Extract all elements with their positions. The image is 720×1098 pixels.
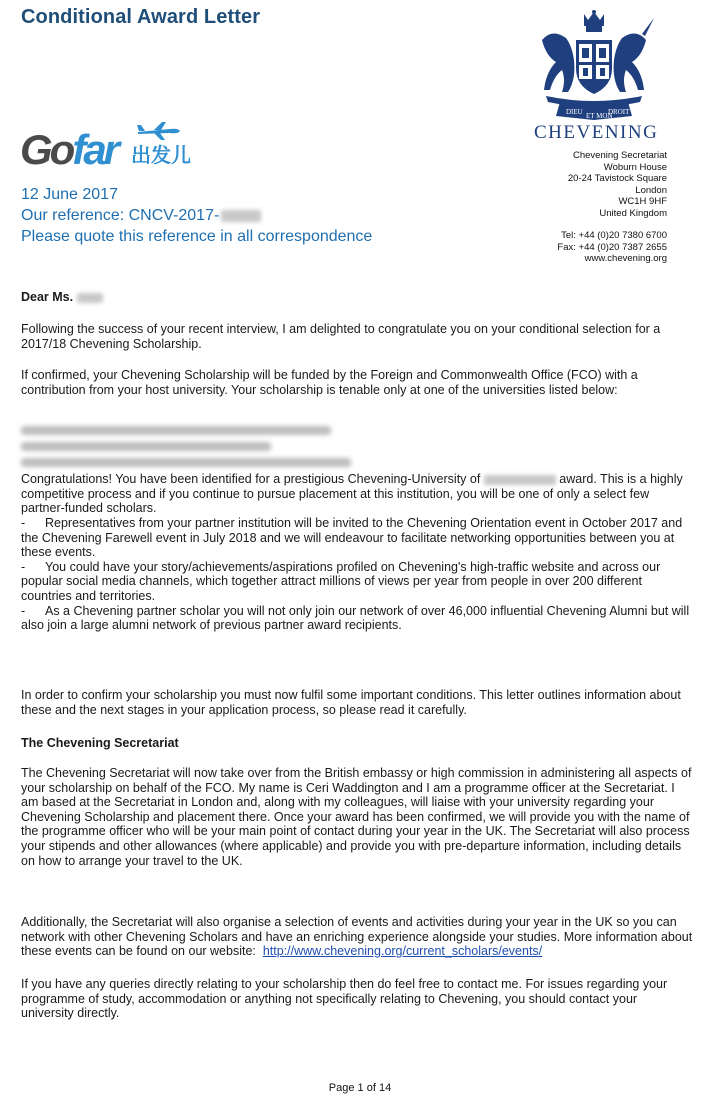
list-item — [21, 516, 693, 560]
airplane-icon — [136, 120, 182, 142]
congrats-text-start: Congratulations! You have been identified for a prestigious Chevening-University of — [21, 472, 481, 486]
bullet-text: Representatives from your partner institution will be invited to the Chevening Orientation event in October 2017 and the Chevening Farewell event in July 2018 and we will endeavour to facilitate networking opportunities between you at these events. — [21, 516, 683, 560]
logo-go: Go — [20, 126, 73, 173]
letter-title: Conditional Award Letter — [21, 6, 261, 28]
paragraph-text: Following the success of your recent interview, I am delighted to congratulate you on your conditional selection for a 2017/18 Chevening Scholarship. — [21, 322, 661, 351]
events-link[interactable]: http://www.chevening.org/current_scholars/events/ — [262, 944, 543, 959]
paragraph-text: Additionally, the Secretariat will also organise a selection of events and activities during your year in the UK so you can network with other Chevening Scholars and have an enriching experience alongside your studies. More information about these events can be found on our website: — [21, 915, 693, 959]
secretariat-address — [568, 150, 667, 219]
redacted-reference — [221, 210, 261, 222]
paragraph-text: The Chevening Secretariat will now take over from the British embassy or high commission in administering all aspects of your scholarship on behalf of the FCO. My name is Ceri Waddington and I am a programme officer at the Secretariat. I am based at the Secretariat in London and, along with my colleagues, will liaise with your university regarding your Chevening Scholarship and placement there. Once your award has been confirmed, we will provide you with the name of the programme officer who will be your main point of contact during your year in the UK. The Secretariat will also process your stipends and other allowances (where applicable) and provide you with pre-departure information, including details on how to arrange your travel to the UK. — [21, 766, 692, 868]
paragraph-intro — [21, 322, 693, 351]
benefits-list — [21, 516, 693, 633]
paragraph-text: In order to confirm your scholarship you must now fulfil some important conditions. This letter outlines information about these and the next stages in your application process, so please read it carefully. — [21, 688, 681, 717]
secretariat-contact — [557, 230, 667, 265]
reference-block — [21, 184, 372, 247]
list-item — [21, 604, 693, 633]
chevening-brand: CHEVENING — [534, 122, 659, 143]
redacted-university — [484, 475, 556, 485]
contact-tel: Tel: +44 (0)20 7380 6700 — [561, 230, 667, 241]
section-heading: The Chevening Secretariat — [21, 736, 179, 750]
redacted-university-list — [21, 424, 361, 470]
address-line: WC1H 9HF — [618, 196, 667, 207]
paragraph-confirm — [21, 688, 693, 717]
quote-note: Please quote this reference in all correspondence — [21, 228, 373, 245]
letter-date: 12 June 2017 — [21, 186, 118, 203]
reference-line — [21, 205, 372, 226]
address-line: 20-24 Tavistock Square — [567, 173, 667, 184]
paragraph-events — [21, 915, 693, 959]
logo-chinese: 出发儿 — [131, 145, 191, 167]
paragraph-congratulations — [21, 472, 693, 516]
paragraph-text: If you have any queries directly relating to your scholarship then do feel free to contact me. For issues regarding your programme of study, accommodation or anything not specifically relating to Chevening, you should contact your university directly. — [21, 977, 668, 1021]
paragraph-secretariat — [21, 766, 693, 868]
paragraph-text: If confirmed, your Chevening Scholarship will be funded by the Foreign and Commonwealth Office (FCO) with a contribution from your host university. Your scholarship is tenable only at one of the universities listed below: — [21, 368, 638, 397]
crest-motto-right: DROIT — [608, 108, 630, 116]
reference-label: Our reference: CNCV-2017- — [21, 207, 220, 224]
bullet-dash: - — [21, 603, 26, 618]
salutation-text: Dear Ms. — [21, 290, 74, 304]
redacted-name — [77, 293, 103, 303]
bullet-dash: - — [21, 559, 26, 574]
page-number: Page 1 of 14 — [328, 1082, 392, 1094]
contact-fax: Fax: +44 (0)20 7387 2655 — [557, 241, 667, 253]
contact-web: www.chevening.org — [584, 253, 667, 264]
paragraph-funding — [21, 368, 693, 397]
bullet-dash: - — [21, 516, 26, 530]
logo-far: far — [72, 126, 118, 173]
crest-motto-ribbon: ET MON — [586, 112, 613, 120]
bullet-text: You could have your story/achievements/aspirations profiled on Chevening's high-traffic website and across our popular social media channels, which together attract millions of views per year from people in over 200 different countries and territories. — [21, 559, 661, 603]
gofar-logo — [20, 120, 200, 174]
crest-motto-left: DIEU — [566, 108, 583, 116]
address-line: Woburn House — [603, 161, 667, 173]
royal-crest-icon — [532, 10, 656, 122]
salutation — [21, 290, 693, 305]
paragraph-queries — [21, 977, 693, 1021]
congrats-text-end: award. This is a highly competitive process and if you continue to pursue placement at this institution, you will be one of only a select few partner-funded scholars. — [21, 472, 683, 516]
list-item — [21, 560, 693, 604]
address-line: United Kingdom — [599, 207, 667, 219]
address-line: London — [635, 184, 667, 196]
address-line: Chevening Secretariat — [573, 150, 667, 161]
bullet-text: As a Chevening partner scholar you will not only join our network of over 46,000 influential Chevening Alumni but will also join a large alumni network of previous partner award recipients. — [21, 603, 690, 633]
